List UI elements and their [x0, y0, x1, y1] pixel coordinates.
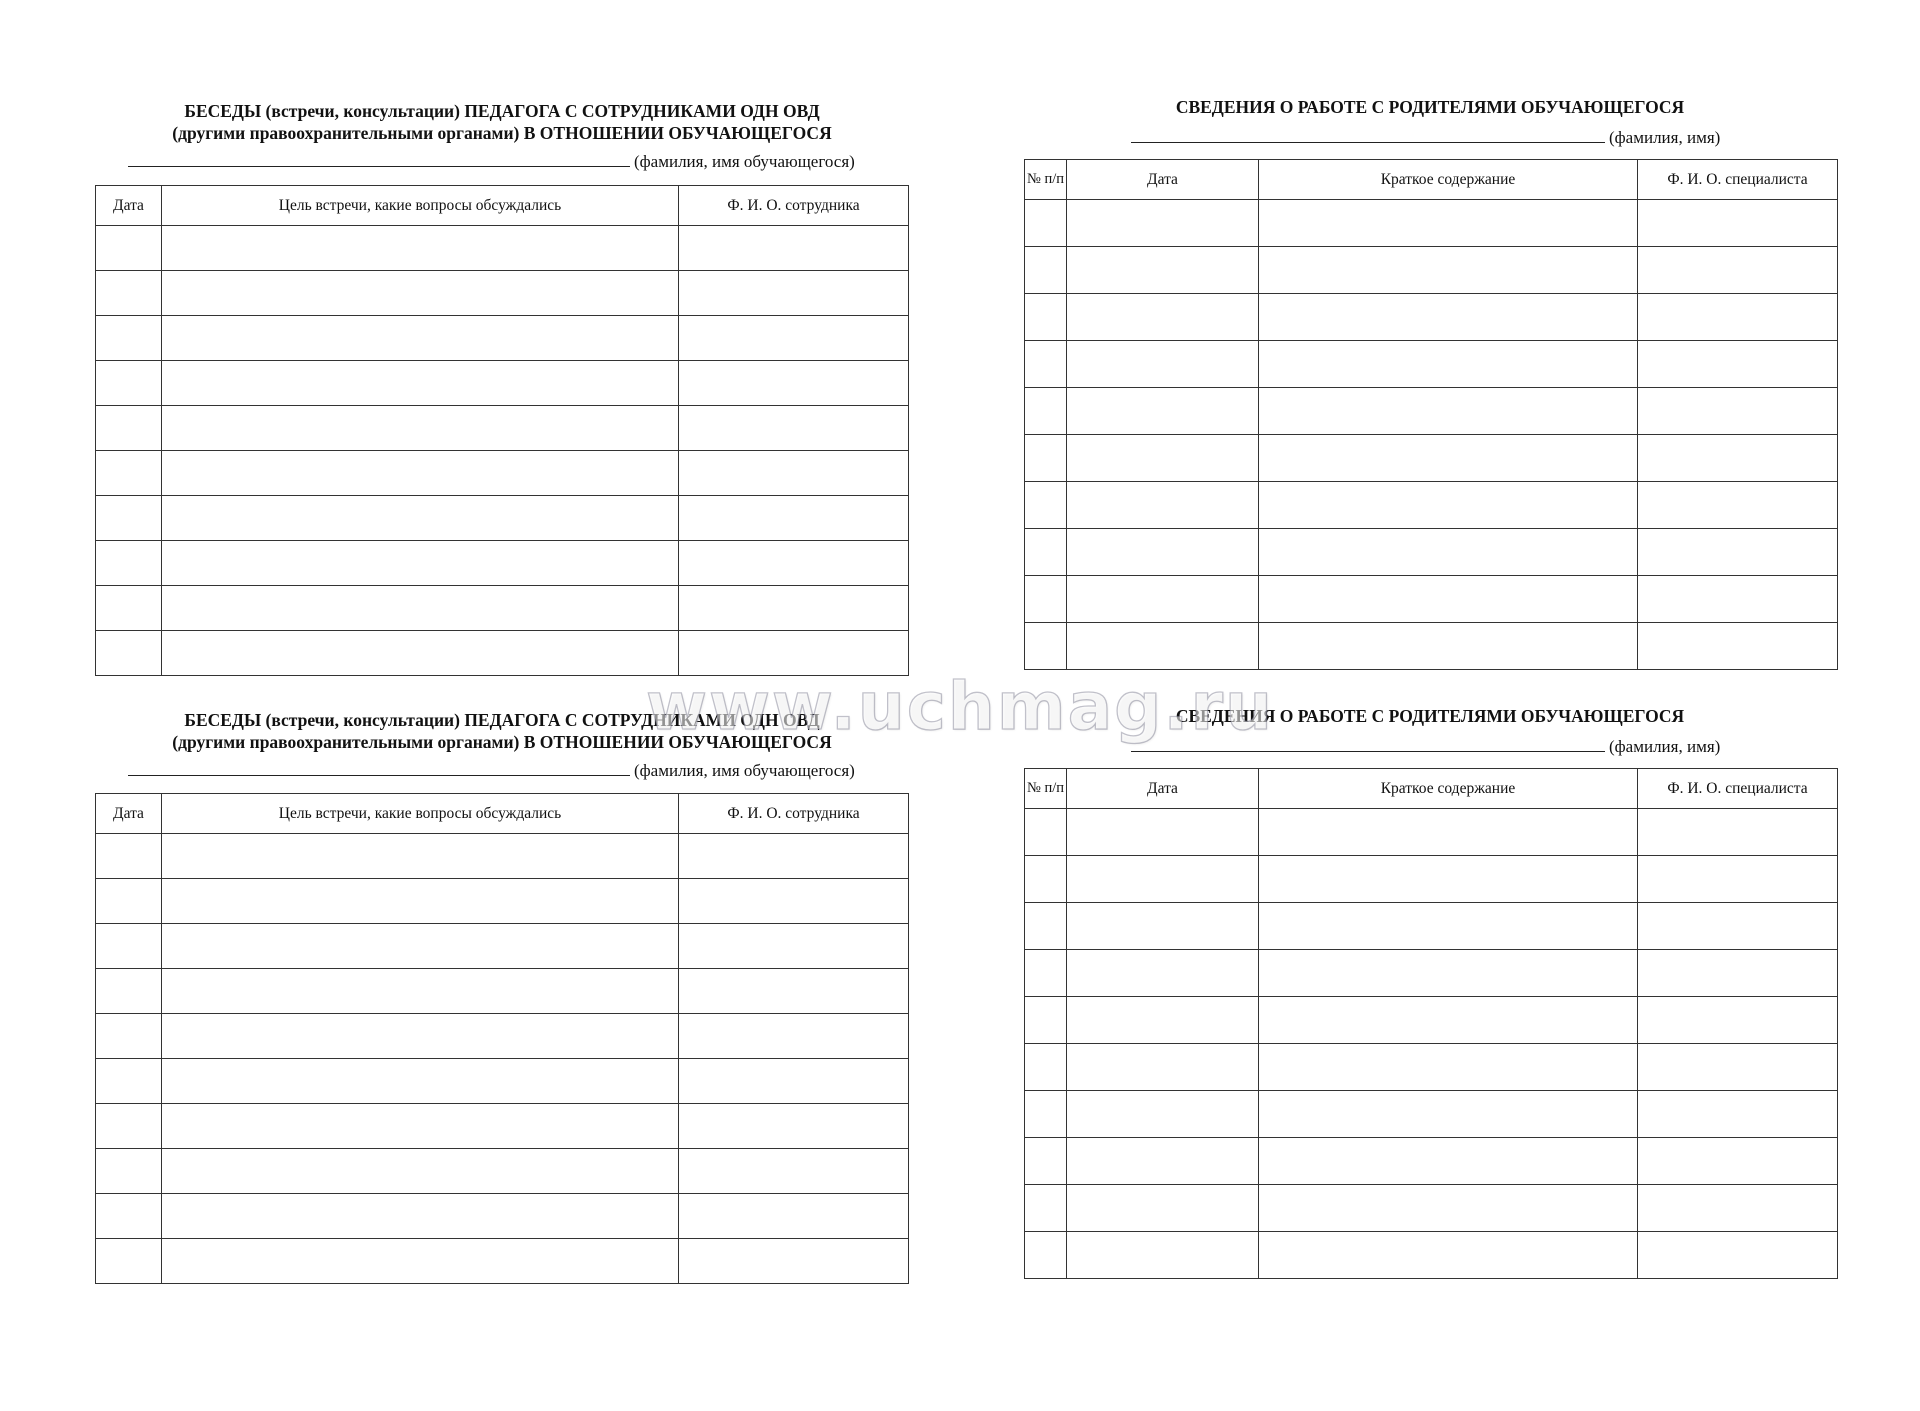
table-row[interactable] [96, 631, 909, 676]
table-row[interactable] [96, 496, 909, 541]
col-header-purpose: Цель встречи, какие вопросы обсуждались [162, 186, 679, 226]
col-header-specialist: Ф. И. О. специалиста [1638, 160, 1838, 200]
table-row[interactable] [1025, 623, 1838, 670]
table-row[interactable] [96, 879, 909, 924]
name-caption: (фамилия, имя обучающегося) [634, 152, 855, 171]
table-row[interactable] [96, 406, 909, 451]
title-line-2: (другими правоохранительными органами) В ОТНОШЕНИИ ОБУЧАЮЩЕГОСЯ [172, 732, 832, 752]
name-caption: (фамилия, имя) [1609, 128, 1721, 147]
table-row[interactable] [1025, 903, 1838, 950]
table-row[interactable] [1025, 856, 1838, 903]
title-line-1: БЕСЕДЫ (встречи, консультации) ПЕДАГОГА С СОТРУДНИКАМИ ОДН ОВД [184, 101, 820, 121]
table-row[interactable] [1025, 529, 1838, 576]
parent-name-line-bottom[interactable] [1131, 737, 1720, 757]
table-row[interactable] [96, 1104, 909, 1149]
table-row[interactable] [96, 316, 909, 361]
col-header-date: Дата [96, 186, 162, 226]
table-row[interactable] [1025, 247, 1838, 294]
table-row[interactable] [96, 361, 909, 406]
table-row[interactable] [96, 924, 909, 969]
table-row[interactable] [1025, 294, 1838, 341]
title-line-2: (другими правоохранительными органами) В ОТНОШЕНИИ ОБУЧАЮЩЕГОСЯ [172, 123, 832, 143]
col-header-date: Дата [96, 794, 162, 834]
right-form-title-top: СВЕДЕНИЯ О РАБОТЕ С РОДИТЕЛЯМИ ОБУЧАЮЩЕГОСЯ [1175, 97, 1685, 117]
table-row[interactable] [96, 1149, 909, 1194]
table-row[interactable] [1025, 1044, 1838, 1091]
table-row[interactable] [1025, 950, 1838, 997]
table-row[interactable] [1025, 341, 1838, 388]
student-name-line-bottom[interactable] [128, 761, 855, 781]
table-row[interactable] [1025, 388, 1838, 435]
table-row[interactable] [96, 541, 909, 586]
table-row[interactable] [1025, 435, 1838, 482]
title-line-1: БЕСЕДЫ (встречи, консультации) ПЕДАГОГА С СОТРУДНИКАМИ ОДН ОВД [184, 710, 820, 730]
table-row[interactable] [96, 834, 909, 879]
parents-table-top [1024, 159, 1838, 670]
table-row[interactable] [1025, 1185, 1838, 1232]
student-name-line-top[interactable] [128, 152, 855, 172]
table-row[interactable] [1025, 1091, 1838, 1138]
col-header-specialist: Ф. И. О. специалиста [1638, 769, 1838, 809]
table-row[interactable] [1025, 809, 1838, 856]
name-caption: (фамилия, имя обучающегося) [634, 761, 855, 780]
col-header-summary: Краткое содержание [1259, 160, 1638, 200]
parent-name-line-top[interactable] [1131, 128, 1720, 148]
col-header-employee: Ф. И. О. сотрудника [679, 794, 909, 834]
table-row[interactable] [96, 586, 909, 631]
col-header-number: № п/п [1025, 769, 1067, 809]
table-row[interactable] [1025, 1232, 1838, 1279]
table-row[interactable] [1025, 482, 1838, 529]
left-form-title-top [96, 100, 908, 144]
table-row[interactable] [96, 969, 909, 1014]
col-header-number: № п/п [1025, 160, 1067, 200]
table-row[interactable] [1025, 997, 1838, 1044]
table-row[interactable] [96, 451, 909, 496]
table-row[interactable] [96, 1194, 909, 1239]
parents-table-bottom [1024, 768, 1838, 1279]
col-header-employee: Ф. И. О. сотрудника [679, 186, 909, 226]
col-header-date: Дата [1067, 160, 1259, 200]
col-header-purpose: Цель встречи, какие вопросы обсуждались [162, 794, 679, 834]
col-header-date: Дата [1067, 769, 1259, 809]
table-row[interactable] [96, 1014, 909, 1059]
meetings-table-top [95, 185, 909, 676]
table-row[interactable] [96, 271, 909, 316]
col-header-summary: Краткое содержание [1259, 769, 1638, 809]
watermark: www.uchmag.ru [645, 668, 1275, 745]
table-row[interactable] [1025, 576, 1838, 623]
meetings-table-bottom [95, 793, 909, 1284]
right-form-title-bottom: СВЕДЕНИЯ О РАБОТЕ С РОДИТЕЛЯМИ ОБУЧАЮЩЕГОСЯ [1175, 706, 1685, 726]
table-row[interactable] [96, 1239, 909, 1284]
table-row[interactable] [1025, 1138, 1838, 1185]
left-form-title-bottom [96, 709, 908, 753]
table-row[interactable] [96, 226, 909, 271]
table-row[interactable] [1025, 200, 1838, 247]
name-caption: (фамилия, имя) [1609, 737, 1721, 756]
table-row[interactable] [96, 1059, 909, 1104]
